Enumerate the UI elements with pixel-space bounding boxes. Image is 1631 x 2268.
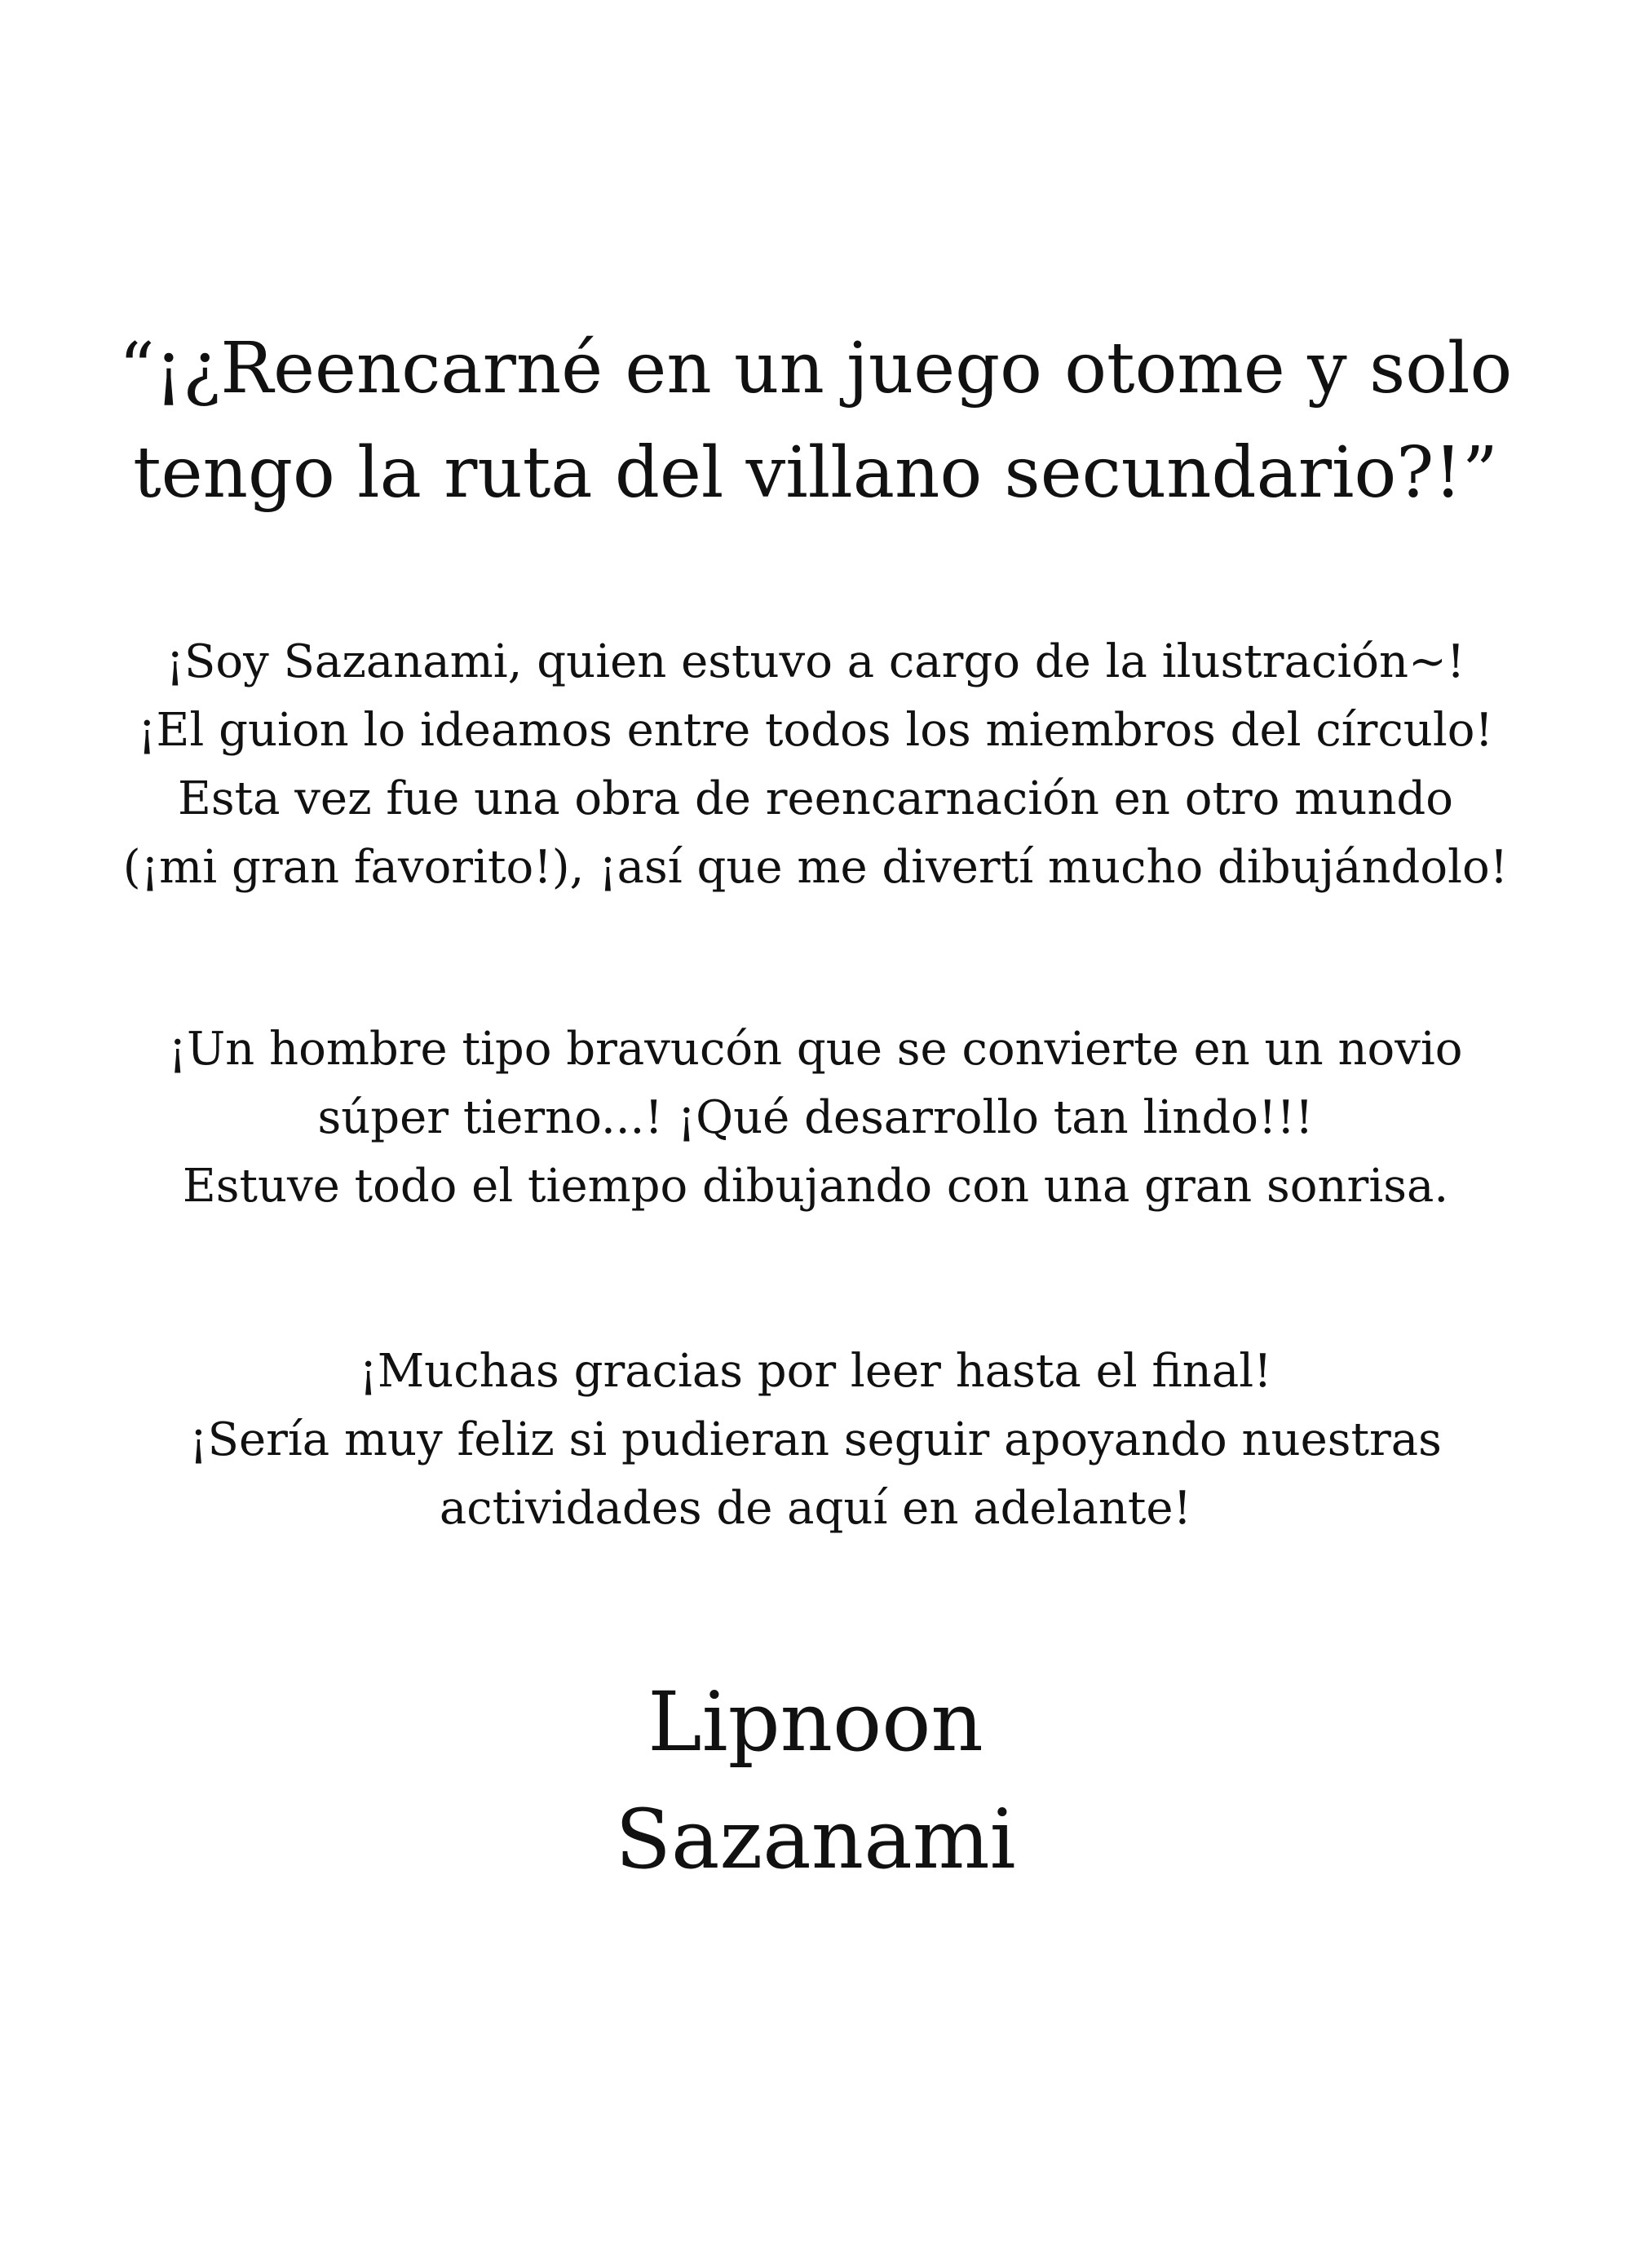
- circle-name: Lipnoon: [648, 1674, 983, 1770]
- story-paragraph: [82, 1015, 1549, 1221]
- text-line: ¡Muchas gracias por leer hasta el final!: [359, 1345, 1272, 1398]
- text-line: ¡El guion lo ideamos entre todos los miembros del círculo!: [138, 704, 1493, 757]
- thanks-paragraph: [82, 1337, 1549, 1543]
- intro-paragraph: [82, 628, 1549, 902]
- text-line: actividades de aquí en adelante!: [439, 1482, 1192, 1535]
- text-line: súper tierno...! ¡Qué desarrollo tan lindo!!!: [317, 1091, 1314, 1144]
- text-line: Estuve todo el tiempo dibujando con una gran sonrisa.: [182, 1160, 1449, 1213]
- artist-name: Sazanami: [615, 1792, 1016, 1887]
- text-line: Esta vez fue una obra de reencarnación en otro mundo: [177, 772, 1453, 825]
- work-title: [82, 316, 1549, 525]
- text-line: ¡Un hombre tipo bravucón que se convierte en un novio: [168, 1023, 1463, 1076]
- text-line: ¡Sería muy feliz si pudieran seguir apoyando nuestras: [189, 1413, 1442, 1466]
- title-line: “¡¿Reencarné en un juego otome y solo: [118, 328, 1513, 409]
- text-line: (¡mi gran favorito!), ¡así que me divertí mucho dibujándolo!: [122, 841, 1509, 894]
- title-line: tengo la ruta del villano secundario?!”: [133, 432, 1498, 514]
- text-line: ¡Soy Sazanami, quien estuvo a cargo de la ilustración~!: [166, 635, 1465, 688]
- signature: [82, 1664, 1549, 1899]
